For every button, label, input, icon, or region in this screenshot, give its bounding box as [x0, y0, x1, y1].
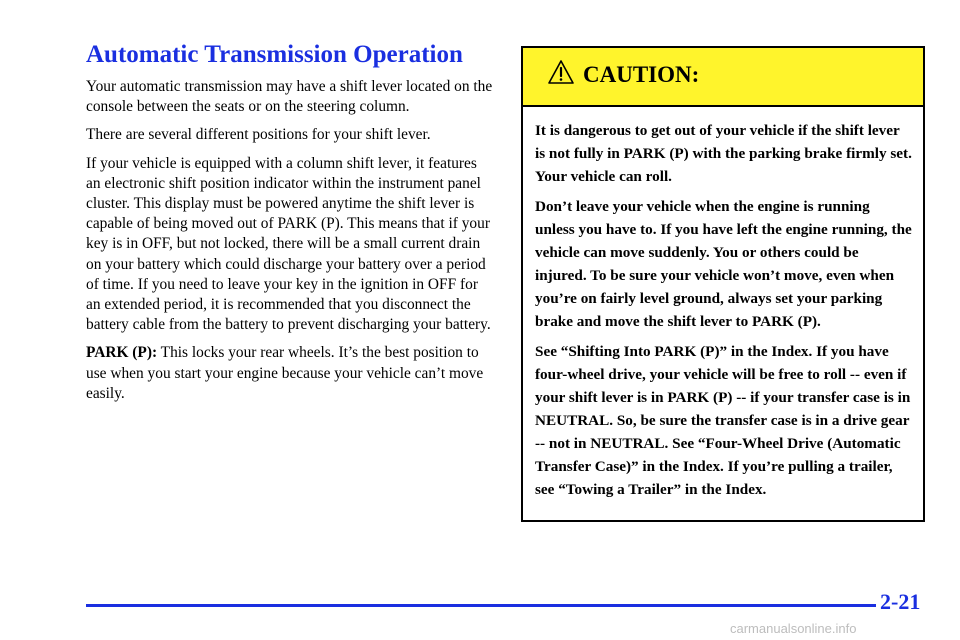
caution-body: [523, 107, 923, 501]
park-paragraph: [86, 343, 494, 404]
caution-paragraph: See “Shifting Into PARK (P)” in the Index. If you have four-wheel drive, your vehicle will be free to roll -- even if your shift lever is in PARK (P) -- if your transfer case is in NEUTRAL. So, be sure the transfer case is in a drive gear -- not in NEUTRAL. See “Four-Wheel Drive (Automatic Transfer Case)” in the Index. If you’re pulling a trailer, see “Towing a Trailer” in the Index.: [535, 343, 911, 498]
body-text-column: [86, 77, 494, 412]
park-description: This locks your rear wheels. It’s the best position to use when you start your engine because your vehicle can’t move easily.: [86, 344, 484, 402]
park-label: PARK (P):: [86, 344, 158, 362]
body-paragraph: Your automatic transmission may have a shift lever located on the console between the seats or on the steering column.: [86, 78, 493, 116]
body-paragraph: There are several different positions for your shift lever.: [86, 126, 431, 144]
caution-header: [523, 48, 923, 107]
page-heading: Automatic Transmission Operation: [86, 41, 463, 68]
body-paragraph: If your vehicle is equipped with a column shift lever, it features an electronic shift position indicator within the instrument panel cluster. This display must be powered anytime the shift lever is capable of being moved out of PARK (P). This means that if your key is in OFF, but not locked, there will be a small current drain on your battery which could discharge your battery over a period of time. If you need to leave your key in the ignition in OFF for an extended period, it is recommended that you disconnect the battery cable from the battery to prevent discharging your battery.: [86, 154, 491, 334]
caution-box: [521, 46, 925, 522]
footer-rule: [86, 604, 876, 607]
caution-title: CAUTION:: [583, 62, 700, 87]
page-number: 2-21: [880, 589, 921, 614]
watermark: carmanualsonline.info: [730, 621, 857, 636]
caution-paragraph: Don’t leave your vehicle when the engine is running unless you have to. If you have left the engine running, the vehicle can move suddenly. You or others could be injured. To be sure your vehicle won’t move, even when you’re on fairly level ground, always set your parking brake and move the shift lever to PARK (P).: [535, 198, 912, 330]
warning-triangle-icon: [547, 59, 575, 85]
caution-paragraph: It is dangerous to get out of your vehicle if the shift lever is not fully in PARK (P) with the parking brake firmly set. Your vehicle can roll.: [535, 122, 912, 185]
